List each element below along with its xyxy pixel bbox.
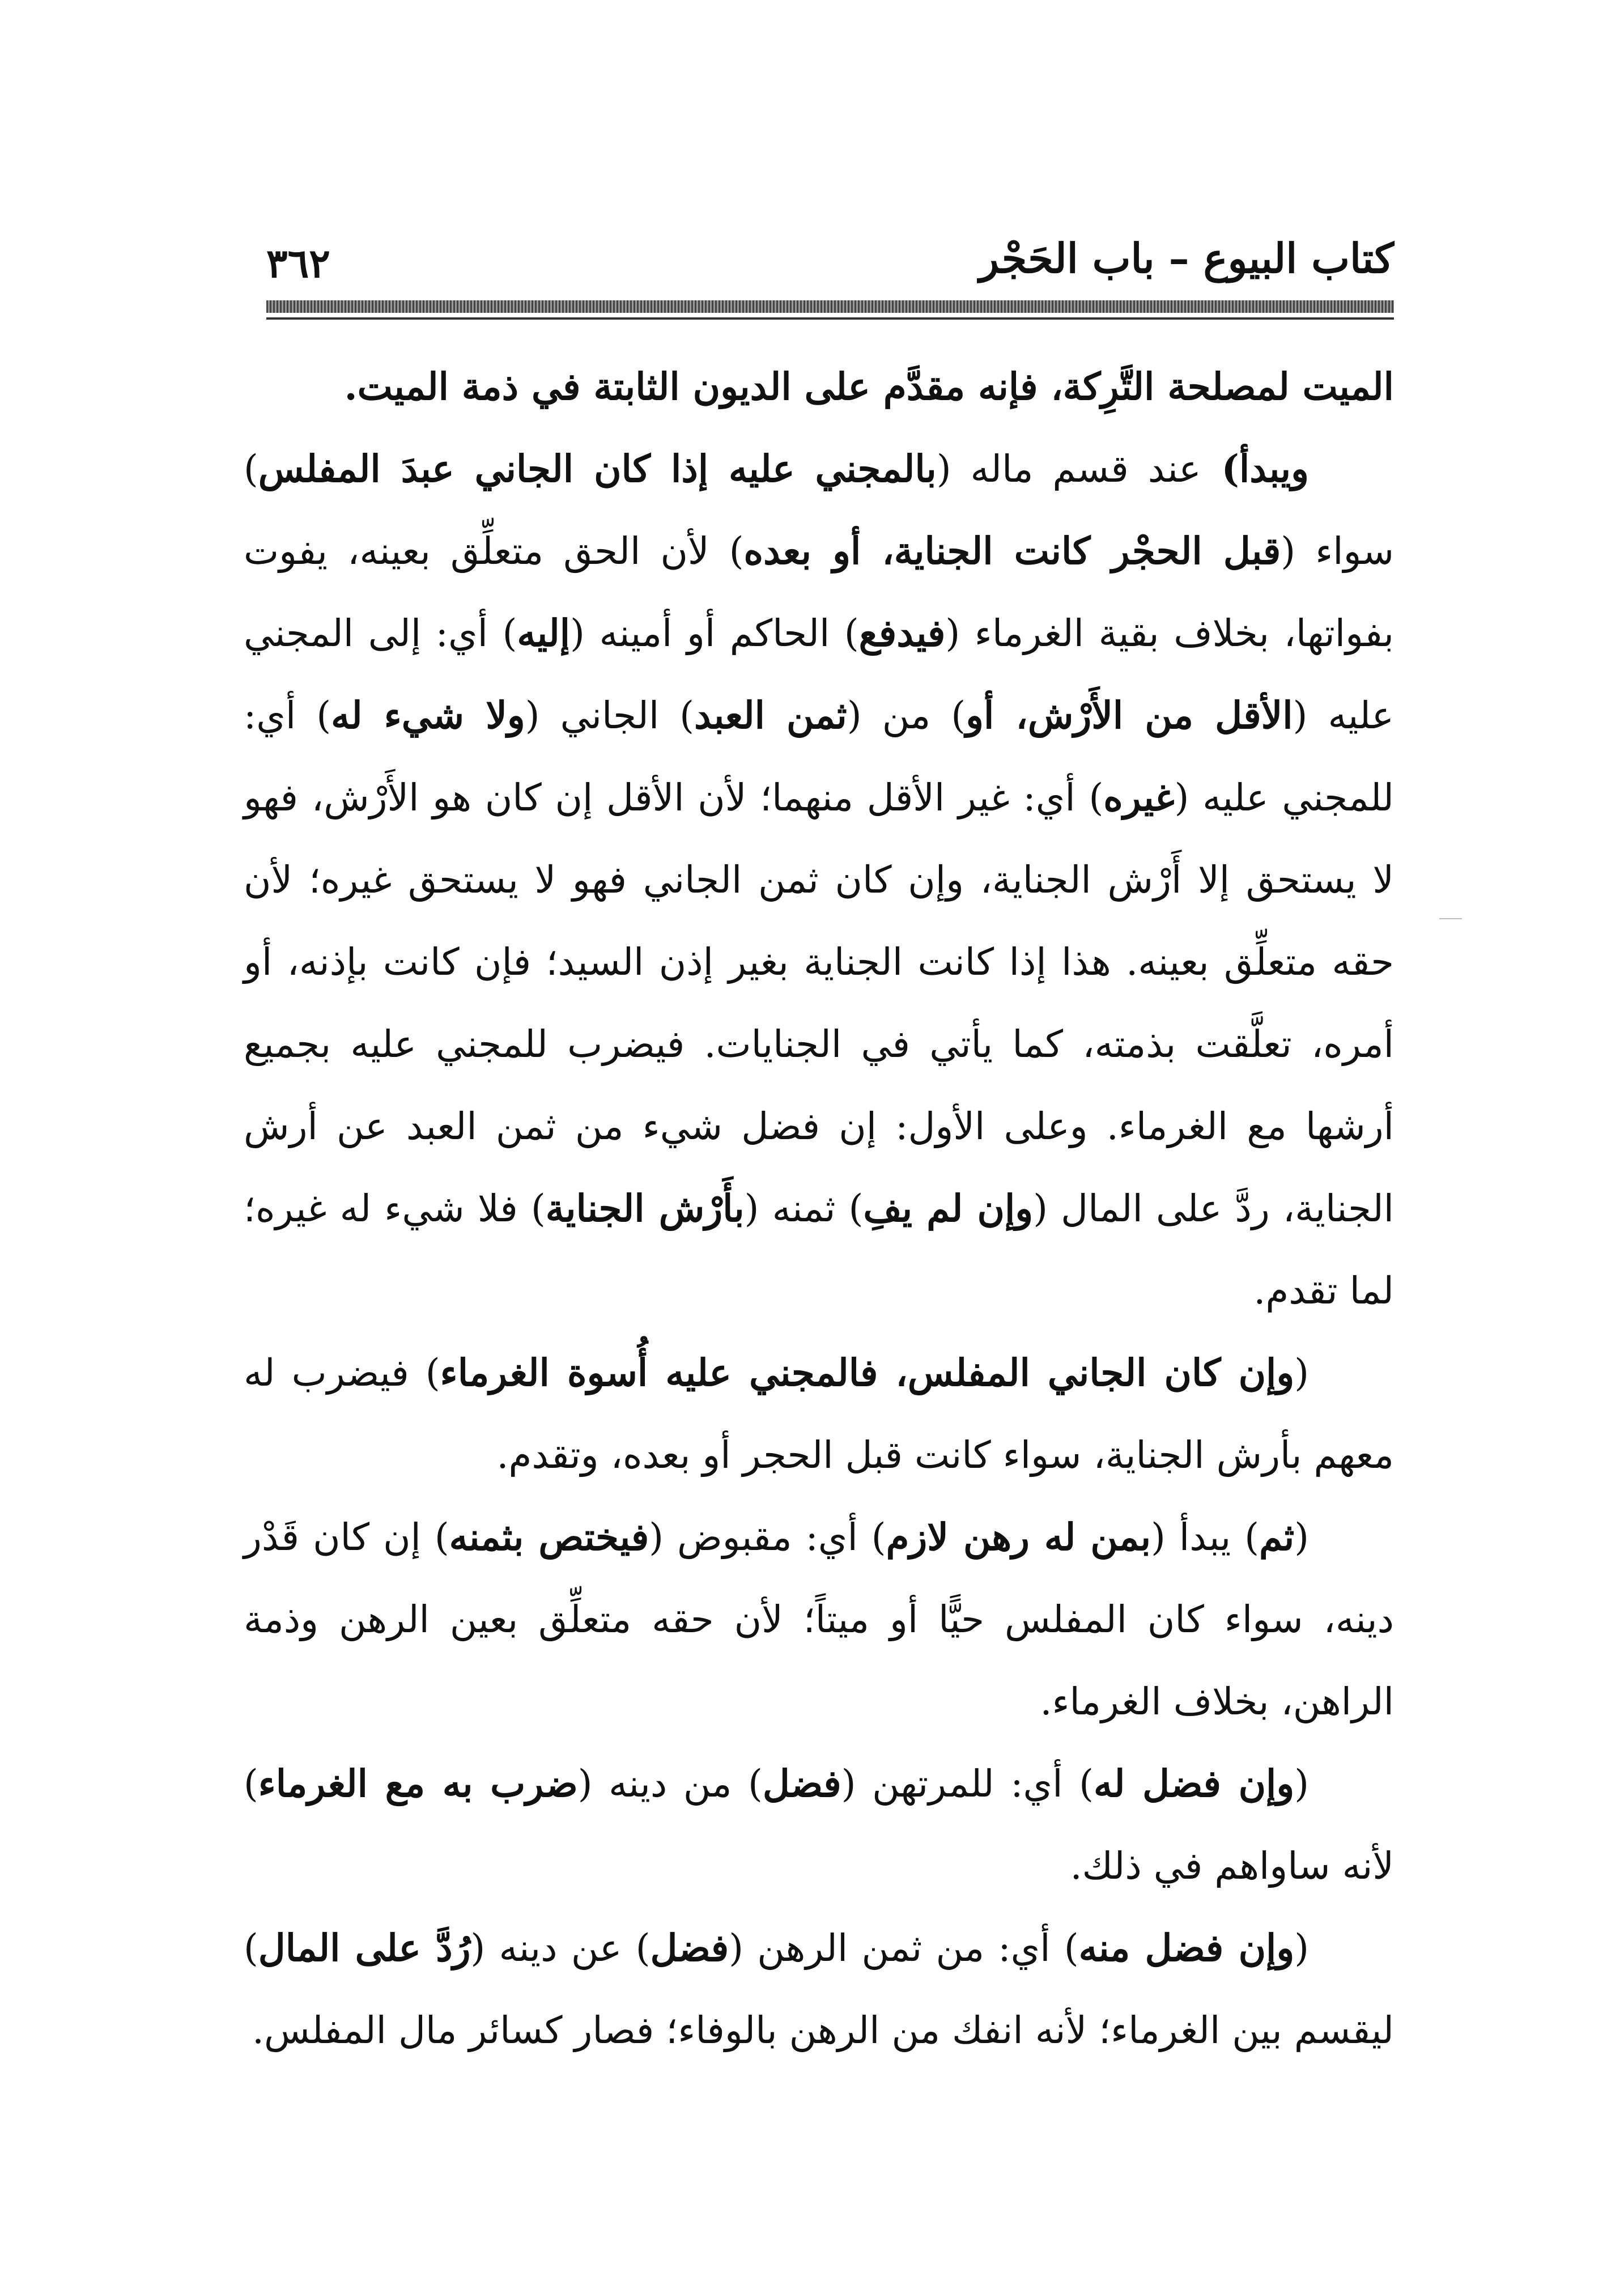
text-run: ) من دينه ( — [577, 1762, 763, 1806]
text-run: ) ليقسم بين الغرماء؛ لأنه انفك من الرهن بالوفاء؛ فصار كسائر مال المفلس. — [244, 1926, 1394, 2052]
bold-text-run: وإن فضل له — [1093, 1761, 1295, 1806]
margin-mark — [1439, 918, 1462, 919]
bold-text-run: الأقل من الأَرْش، أو — [966, 693, 1293, 737]
bold-text-run: فإنه مقدَّم على الديون الثابتة في ذمة الميت. — [344, 364, 1038, 409]
bold-text-run: ويبدأ) — [1201, 447, 1310, 491]
text-run: ) سواء ( — [244, 447, 1395, 573]
text-run: ) يبدأ ( — [1151, 1515, 1259, 1559]
paragraph-1 — [244, 428, 1394, 1332]
text-run: ( — [1294, 1926, 1309, 1970]
bold-text-run: ثمن العبد — [694, 693, 847, 737]
bold-text-run: وإن لم يفِ — [863, 1186, 1034, 1230]
bold-text-run: بمن له رهن لازم — [886, 1515, 1151, 1559]
bold-text-run: إليه — [517, 611, 571, 655]
bold-text-run: قبل الحجْر كانت الجناية، أو بعده — [743, 529, 1281, 573]
header-rule-thin — [266, 317, 1394, 320]
bold-text-run: فيختص بثمنه — [449, 1515, 649, 1559]
text-run: ( — [1294, 1762, 1309, 1806]
bold-text-run: فضل — [650, 1926, 729, 1970]
bold-text-run: ولا شيء له — [331, 693, 525, 737]
text-run: ) فلا شيء له غيره؛ لما تقدم. — [244, 1187, 1394, 1313]
bold-text-run: بأَرْش الجناية — [545, 1186, 745, 1230]
text-run: ) الجاني ( — [525, 694, 695, 737]
bold-text-run: فضل — [762, 1761, 841, 1806]
text-run: عند قسم ماله ( — [936, 447, 1201, 491]
bold-text-run: غيره — [1103, 775, 1175, 819]
body-text — [244, 346, 1394, 2103]
bold-text-run: ضرب به مع الغرماء — [258, 1761, 578, 1806]
bold-text-run: ثم — [1259, 1515, 1295, 1559]
bold-text-run: رُدَّ على المال — [258, 1926, 471, 1970]
text-run: ) أي: إلى المجني عليه ( — [244, 612, 1395, 737]
text-run: ) أي: من ثمن الرهن ( — [729, 1926, 1079, 1970]
text-run: ) لأنه ساواهم في ذلك. — [244, 1762, 1394, 1888]
header-rule — [266, 300, 1394, 313]
text-run: ) أي: غير الأقل منهما؛ لأن الأقل إن كان هو الأَرْش، فهو لا يستحق إلا أَرْش الجناية، وإن كان ثمن الجاني فهو لا يستحق غيره؛ لأن حقه متعلِّق بعينه. هذا إذا كانت الجناية بغير إذن السيد؛ فإن كانت بإذنه، أو أمره، تعلَّقت بذمته، كما يأتي في الجنايات. فيضرب للمجني عليه بجميع أرشها مع الغرماء. وعلى الأول: إن فضل شيء من ثمن العبد عن أرش الجناية، ردَّ على المال ( — [244, 776, 1395, 1230]
paragraph-0 — [244, 346, 1394, 428]
paragraph-3 — [244, 1496, 1394, 1743]
text-run: ( — [1294, 1515, 1309, 1559]
paragraph-5 — [244, 1907, 1394, 2071]
text-run: ) من ( — [847, 694, 966, 737]
running-title: كتاب البيوع – باب الحَجْر — [979, 234, 1394, 282]
bold-text-run: وإن فضل منه — [1078, 1926, 1295, 1970]
text-run: ) ثمنه ( — [744, 1187, 864, 1230]
text-run: ) لأن الحق متعلِّق بعينه، يفوت بفواتها، بخلاف بقية الغرماء ( — [244, 529, 1394, 655]
text-run: ) إن كان قَدْر دينه، سواء كان المفلس حيًّا أو ميتاً؛ لأن حقه متعلِّق بعين الرهن وذمة الراهن، بخلاف الغرماء. — [244, 1515, 1394, 1723]
text-run: ) عن دينه ( — [470, 1926, 651, 1970]
bold-text-run: فيدفع — [858, 611, 946, 655]
text-run: ( — [1294, 1351, 1310, 1395]
bold-text-run: الميت لمصلحة التَّرِكة، — [1038, 364, 1394, 409]
text-run: ) أي: للمجني عليه ( — [244, 694, 1394, 819]
page-header — [266, 232, 1394, 300]
paragraph-4 — [244, 1743, 1394, 1907]
page-number: ٣٦٢ — [266, 240, 330, 287]
bold-text-run: وإن كان الجاني المفلس، فالمجني عليه أُسوة الغرماء — [440, 1351, 1295, 1395]
text-run: ) الحاكم أو أمينه ( — [570, 612, 859, 655]
text-run: ) أي: مقبوض ( — [649, 1515, 886, 1559]
text-run: ) فيضرب له معهم بأرش الجناية، سواء كانت قبل الحجر أو بعده، وتقدم. — [244, 1351, 1394, 1477]
bold-text-run: بالمجني عليه إذا كان الجاني عبدَ المفلس — [258, 447, 937, 491]
paragraph-2 — [244, 1332, 1394, 1496]
text-run: ) أي: للمرتهن ( — [841, 1762, 1094, 1806]
